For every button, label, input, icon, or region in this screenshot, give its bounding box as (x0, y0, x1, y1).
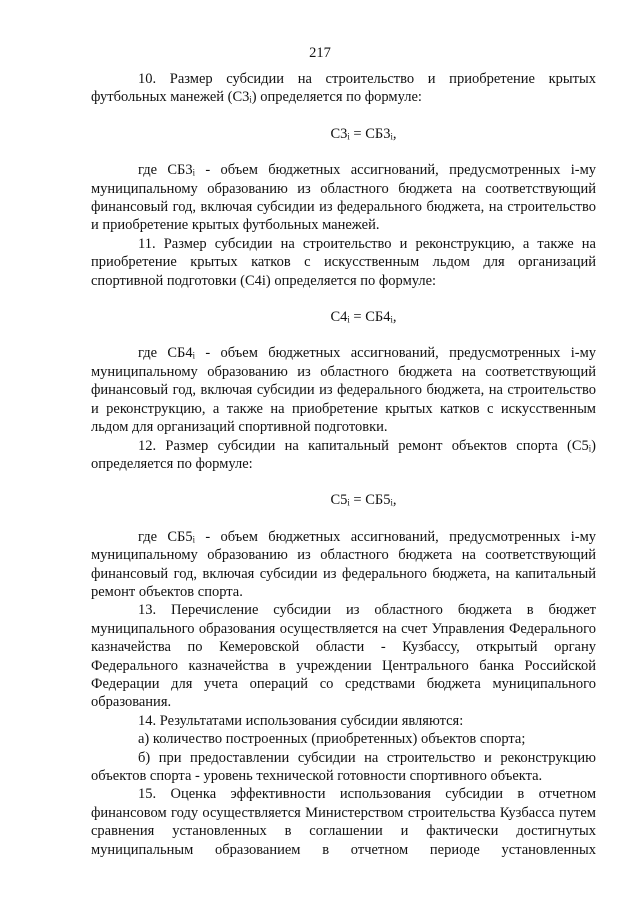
paragraph-sb3-definition: где СБ3ᵢ - объем бюджетных ассигнований, предусмотренных i-му муниципальному образованию из областного бюджета на соответствующий финансовый год, включая субсидии из федерального бюджета, на строительство и приобретение крытых футбольных манежей. (91, 162, 596, 234)
paragraph-sb4-definition: где СБ4ᵢ - объем бюджетных ассигнований, предусмотренных i-му муниципальному образованию из областного бюджета на соответствующий финансовый год, включая субсидии из федерального бюджета, на строительство и реконструкцию, а также на приобретение крытых катков с искусственным льдом для организаций спортивной подготовки. (91, 345, 596, 436)
paragraph-sb5-definition: где СБ5ᵢ - объем бюджетных ассигнований, предусмотренных i-му муниципальному образованию из областного бюджета на соответствующий финансовый год, включая субсидии из федерального бюджета, на капитальный ремонт объектов спорта. (91, 528, 596, 600)
formula-c4: С4ᵢ = СБ4ᵢ, (330, 309, 397, 326)
paragraph-14-b: б) при предоставлении субсидии на строительство и реконструкцию объектов спорта - уровень технической готовности спортивного объекта. (91, 749, 596, 784)
paragraph-12: 12. Размер субсидии на капитальный ремонт объектов спорта (С5ᵢ) определяется по формуле: (91, 437, 596, 472)
page-number: 217 (309, 45, 331, 61)
paragraph-15: 15. Оценка эффективности использования субсидии в отчетном финансовом году осуществляется Министерством строительства Кузбасса путем сравнения установленных в соглашении и фактически достигнутых муниципальным образованием в отчетном периоде установленных (91, 786, 596, 858)
paragraph-14-a: а) количество построенных (приобретенных) объектов спорта; (138, 731, 526, 748)
paragraph-14: 14. Результатами использования субсидии являются: (138, 712, 464, 729)
paragraph-10: 10. Размер субсидии на строительство и приобретение крытых футбольных манежей (С3ᵢ) определяется по формуле: (91, 71, 596, 106)
formula-c3: С3ᵢ = СБ3ᵢ, (330, 125, 397, 142)
paragraph-11: 11. Размер субсидии на строительство и реконструкцию, а также на приобретение крытых катков с искусственным льдом для организаций спортивной подготовки (С4i) определяется по формуле: (91, 235, 596, 289)
formula-c5: С5ᵢ = СБ5ᵢ, (330, 492, 397, 509)
document-body (91, 70, 596, 859)
paragraph-13: 13. Перечисление субсидии из областного бюджета в бюджет муниципального образования осуществляется на счет Управления Федерального казначейства по Кемеровской области - Кузбассу, открытый органу Федерального казначейства в учреждении Центрального банка Российской Федерации для учета операций со средствами бюджета муниципального образования. (91, 602, 596, 711)
